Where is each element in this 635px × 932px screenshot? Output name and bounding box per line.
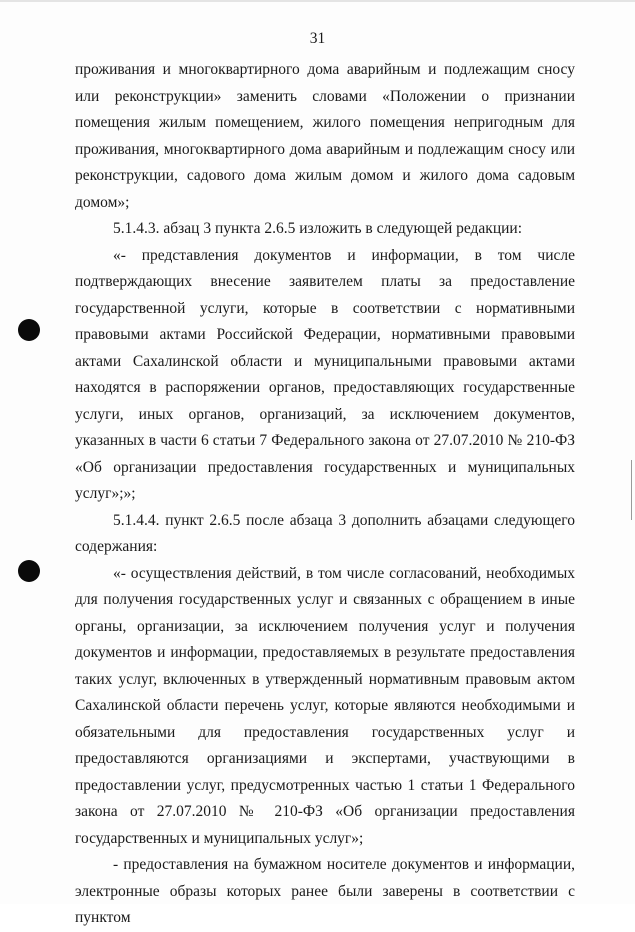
scan-edge-mark — [631, 460, 632, 520]
paragraph-2: 5.1.4.3. абзац 3 пункта 2.6.5 изложить в следующей редакции: — [113, 220, 523, 237]
paragraph-5: «- осуществления действий, в том числе согласований, необходимых для получения государственных услуг и связанных с обращением в иные органы, организации, за исключением получения услуг и получения документов и информации, предоставляемых в результате предоставления таких услуг, включенных в утвержденный нормативным правовым актом Сахалинской области перечень услуг, которые являются необходимыми и обязательными для предоставления государственных услуг и предоставляются организациями и экспертами, участвующими в предоставлении услуг, предусмотренных частью 1 статьи 1 Федерального закона от 27.07.2010 № 210-ФЗ «Об организации предоставления государственных и муниципальных услуг»; — [75, 564, 575, 847]
paragraph-3: «- представления документов и информации, в том числе подтверждающих внесение заявителем платы за предоставление государственной услуги, которые в соответствии с нормативными правовыми актами Российской Федерации, нормативными правовыми актами Сахалинской области и муниципальными правовыми актами находятся в распоряжении органов, предоставляющих государственные услуги, иных органов, организаций, за исключением документов, указанных в части 6 статьи 7 Федерального закона от 27.07.2010 № 210-ФЗ «Об организации предоставления государственных и муниципальных услуг»;»; — [75, 246, 575, 502]
punch-hole-mark — [18, 560, 40, 582]
page-number: 31 — [309, 30, 326, 47]
document-body — [75, 57, 575, 932]
paragraph-6: - предоставления на бумажном носителе документов и информации, электронные образы которых ранее были заверены в соответствии с пунктом — [75, 856, 575, 926]
page-top-edge — [0, 0, 635, 2]
paragraph-4: 5.1.4.4. пункт 2.6.5 после абзаца 3 дополнить абзацами следующего содержания: — [75, 511, 575, 555]
punch-hole-mark — [18, 319, 40, 341]
paragraph-1: проживания и многоквартирного дома аварийным и подлежащим сносу или реконструкции» заменить словами «Положении о признании помещения жилым помещением, жилого помещения непригодным для проживания, многоквартирного дома аварийным и подлежащим сносу или реконструкции, садового дома жилым домом и жилого дома садовым домом»; — [75, 61, 575, 211]
